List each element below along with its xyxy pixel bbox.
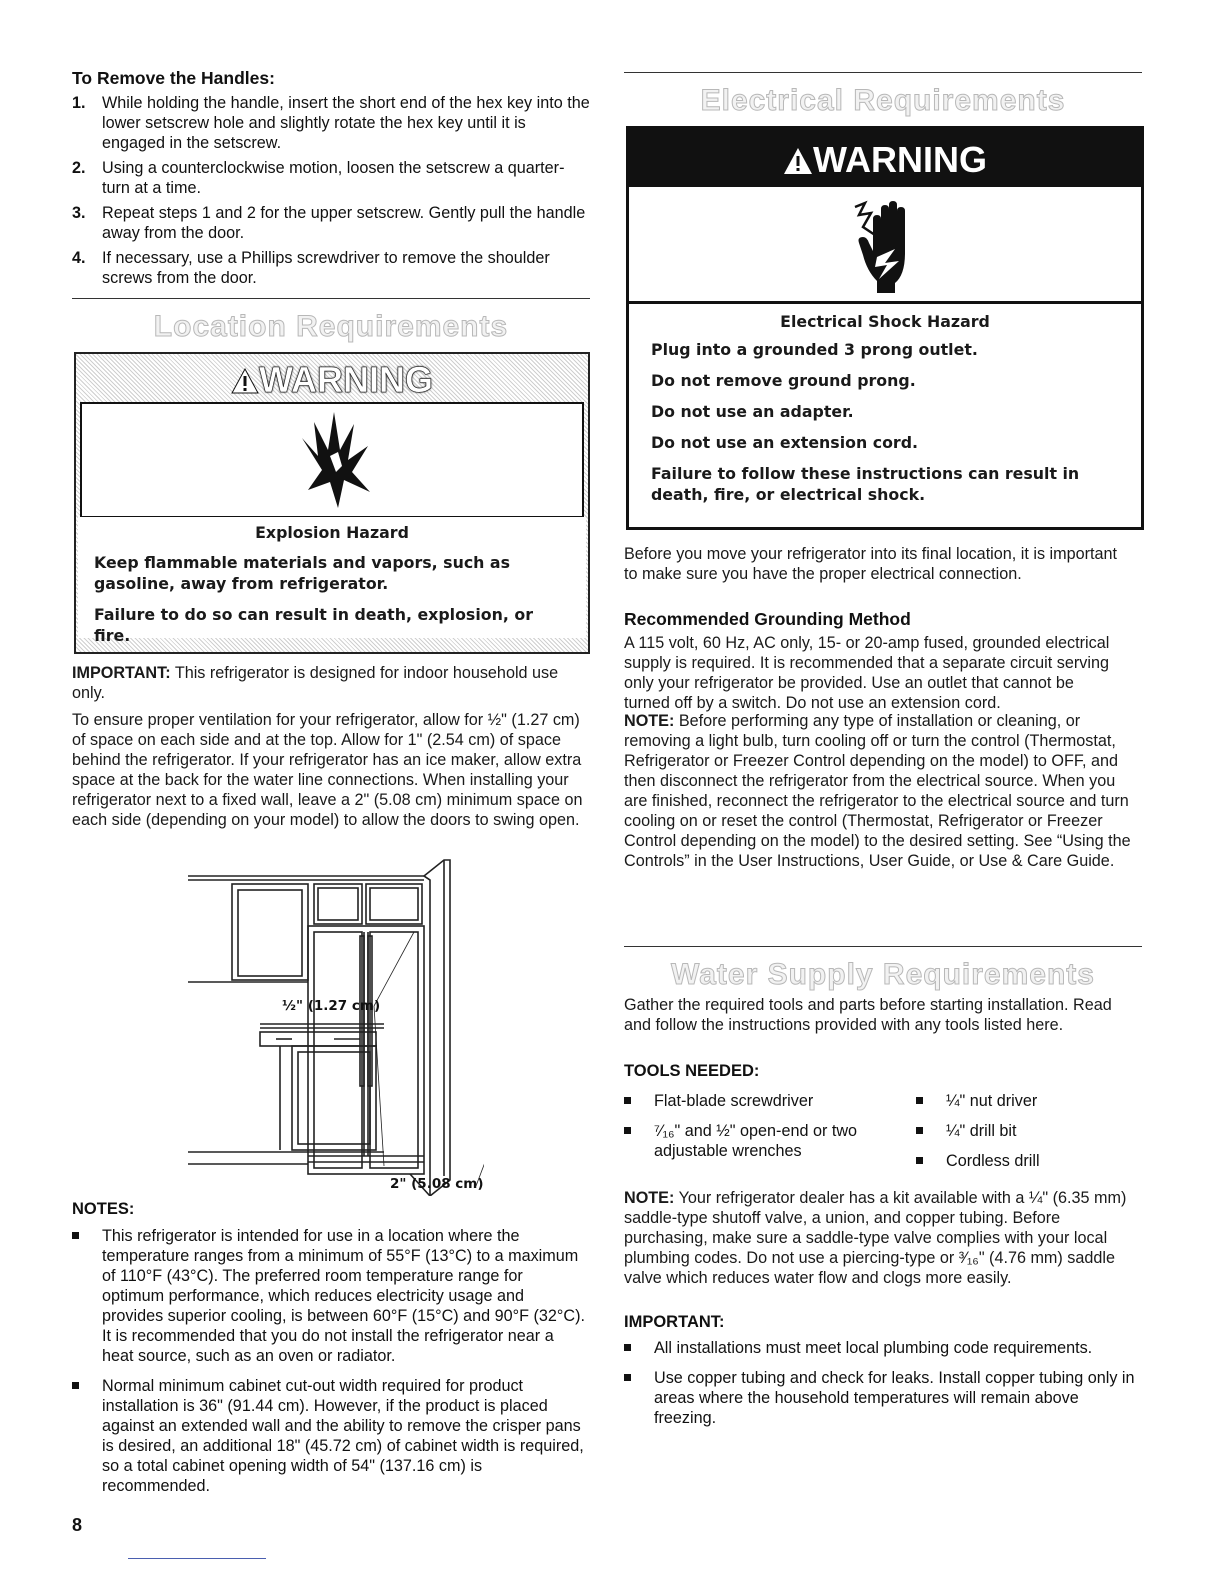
footer-line bbox=[128, 1558, 266, 1559]
warning-text: Do not remove ground prong. bbox=[651, 371, 916, 390]
handles-heading: To Remove the Handles: bbox=[72, 68, 275, 88]
warning-text: Failure to do so can result in death, explosion, or fire. bbox=[94, 605, 533, 645]
explosion-icon bbox=[296, 410, 376, 510]
handles-steps bbox=[72, 93, 590, 293]
important-item: All installations must meet local plumbing code requirements. bbox=[624, 1338, 1142, 1358]
bullet bbox=[72, 1232, 79, 1239]
important-list bbox=[624, 1338, 1142, 1428]
water-intro: Gather the required tools and parts before starting installation. Read and follow the instructions provided with any tools listed here. bbox=[624, 996, 1112, 1034]
explosion-warning-box bbox=[74, 352, 590, 654]
section-divider bbox=[72, 298, 590, 299]
tool-item: ¼" drill bit bbox=[916, 1121, 1136, 1141]
bullet bbox=[72, 1382, 79, 1389]
bullet bbox=[624, 1374, 631, 1381]
bullet bbox=[916, 1127, 923, 1134]
hazard-title: Explosion Hazard bbox=[255, 523, 409, 542]
warning-banner: WARNING bbox=[76, 354, 588, 404]
warning-text: Do not use an extension cord. bbox=[651, 433, 919, 452]
grounding-heading: Recommended Grounding Method bbox=[624, 609, 911, 629]
bullet bbox=[624, 1097, 631, 1104]
half-inch-label: ½" (1.27 cm) bbox=[282, 998, 381, 1014]
step-item: 2. Using a counterclockwise motion, loosen the setscrew a quarter-turn at a time. bbox=[72, 159, 565, 197]
warning-banner: WARNING bbox=[629, 129, 1141, 187]
tool-item: Cordless drill bbox=[916, 1151, 1136, 1171]
explosion-text-area bbox=[78, 517, 586, 645]
grounding-paragraph: A 115 volt, 60 Hz, AC only, 15- or 20-amp fused, grounded electrical supply is required. It is recommended that a separate circuit serving only your refrigerator be provided. Use an outlet that cannot be turned off by a switch. Do not use an extension cord. bbox=[624, 634, 1110, 712]
tool-item: ⁷⁄₁₆" and ½" open-end or two adjustable wrenches bbox=[624, 1121, 874, 1161]
warning-text: Failure to follow these instructions can result in death, fire, or electrical shock. bbox=[651, 464, 1080, 504]
warning-triangle-icon bbox=[783, 147, 813, 175]
ventilation-paragraph: To ensure proper ventilation for your refrigerator, allow for ½" (1.27 cm) of space on each side and at the top. Allow for 1" (2.54 cm) of space behind the refrigerator. If your refrigerator has an ice maker, allow extra space at the back for the water line connections. When installing your refrigerator next to a fixed wall, leave a 2" (5.08 cm) minimum space on each side (depending on your model) to allow the doors to swing open. bbox=[72, 711, 583, 829]
note-item: This refrigerator is intended for use in a location where the temperature ranges from a minimum of 55°F (13°C) to a maximum of 110°F (43°C). The preferred room temperature range for optimum performance, which reduces electricity usage and provides superior cooling, is between 60°F (15°C) and 90°F (32°C). It is recommended that you do not install the refrigerator near a heat source, such as an oven or radiator. bbox=[72, 1226, 586, 1366]
shock-icon-area bbox=[629, 187, 1141, 304]
warning-text: Plug into a grounded 3 prong outlet. bbox=[651, 340, 978, 359]
electrical-intro: Before you move your refrigerator into its final location, it is important to make sure you have the proper electrical connection. bbox=[624, 545, 1118, 583]
note-paragraph: NOTE: Before performing any type of installation or cleaning, or removing a light bulb, turn cooling off or turn the control (Thermostat, Refrigerator or Freezer Control depending on the model) to OFF, and then disconnect the refrigerator from the electrical source. When you are finished, reconnect the refrigerator to the electrical source and turn cooling on or reset the control (Thermostat, Refrigerator or Freezer Control depending on the model) to the desired setting. See “Using the Controls” in the User Instructions, User Guide, or Use & Care Guide. bbox=[624, 712, 1131, 870]
warning-text: Keep flammable materials and vapors, such as gasoline, away from refrigerator. bbox=[94, 553, 510, 593]
electrical-warning-box bbox=[626, 126, 1144, 530]
refrigerator-clearance-diagram bbox=[184, 856, 484, 1196]
two-inch-label: 2" (5.08 cm) bbox=[390, 1176, 484, 1192]
important-item: Use copper tubing and check for leaks. Install copper tubing only in areas where the household temperatures will remain above freezing. bbox=[624, 1368, 1142, 1428]
explosion-icon-area bbox=[80, 402, 584, 518]
bullet bbox=[916, 1097, 923, 1104]
important-paragraph: IMPORTANT: This refrigerator is designed for indoor household use only. bbox=[72, 664, 559, 702]
location-requirements-title: Location Requirements bbox=[153, 310, 509, 343]
page-number: 8 bbox=[72, 1515, 83, 1535]
clearance-figure bbox=[184, 856, 484, 1196]
bullet bbox=[624, 1127, 631, 1134]
important-heading: IMPORTANT: bbox=[624, 1313, 725, 1331]
step-item: 4. If necessary, use a Phillips screwdriver to remove the shoulder screws from the door. bbox=[72, 249, 550, 287]
bullet bbox=[916, 1157, 923, 1164]
tools-list-right bbox=[916, 1091, 1136, 1171]
bullet bbox=[624, 1344, 631, 1351]
notes-heading: NOTES: bbox=[72, 1200, 135, 1218]
note-item: Normal minimum cabinet cut-out width required for product installation is 36" (91.44 cm). However, if the product is placed against an extended wall and the ability to remove the crisper pans is desired, an additional 18" (45.72 cm) of cabinet width is required, so a total cabinet opening width of 54" (137.16 cm) is recommended. bbox=[72, 1376, 586, 1496]
warning-triangle-icon bbox=[231, 368, 259, 394]
tools-heading: TOOLS NEEDED: bbox=[624, 1062, 760, 1080]
warning-text: Do not use an adapter. bbox=[651, 402, 854, 421]
notes-list bbox=[72, 1226, 586, 1496]
step-item: 3. Repeat steps 1 and 2 for the upper setscrew. Gently pull the handle away from the door. bbox=[72, 204, 586, 242]
kit-note-paragraph: NOTE: Your refrigerator dealer has a kit available with a ¼" (6.35 mm) saddle-type shutoff valve, a union, and copper tubing. Before purchasing, make sure a saddle-type valve complies with your local plumbing codes. Do not use a piercing-type or ³⁄₁₆" (4.76 mm) saddle valve which reduces water flow and clogs more easily. bbox=[624, 1189, 1127, 1287]
step-item: 1. While holding the handle, insert the short end of the hex key into the lower setscrew hole and slightly rotate the hex key until it is engaged in the setscrew. bbox=[72, 94, 590, 152]
tool-item: ¼" nut driver bbox=[916, 1091, 1136, 1111]
electrical-requirements-title: Electrical Requirements bbox=[700, 84, 1066, 117]
hazard-title: Electrical Shock Hazard bbox=[780, 312, 990, 331]
tools-list-left bbox=[624, 1091, 874, 1161]
section-divider bbox=[624, 72, 1142, 73]
water-supply-title: Water Supply Requirements bbox=[671, 958, 1095, 991]
electrical-shock-icon bbox=[849, 195, 919, 295]
tool-item: Flat-blade screwdriver bbox=[624, 1091, 874, 1111]
shock-text-area bbox=[629, 304, 1141, 505]
section-divider bbox=[624, 946, 1142, 947]
